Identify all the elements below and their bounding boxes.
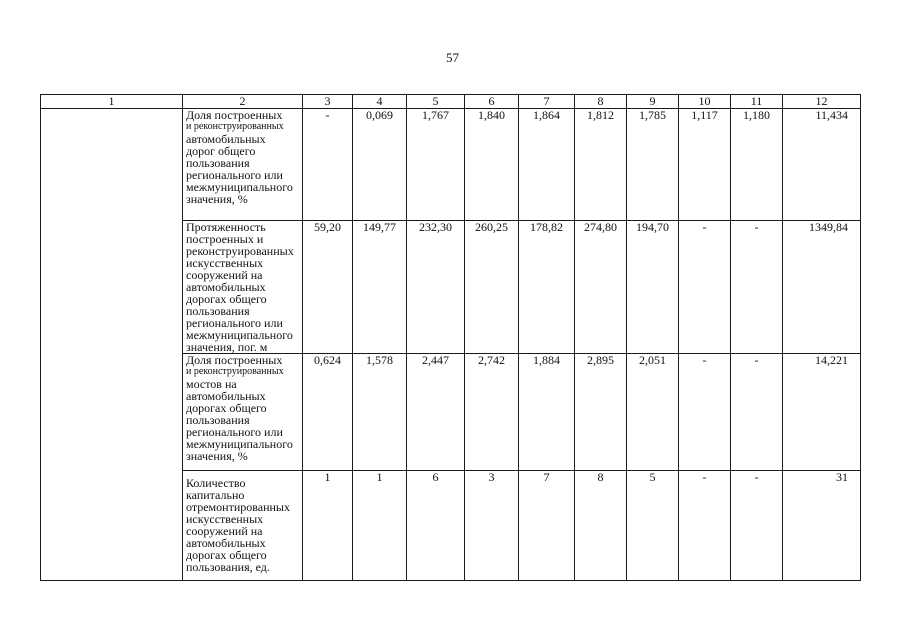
value-cell: - [731, 354, 783, 471]
value-cell: 14,221 [783, 354, 861, 471]
empty-first-column-cell [41, 109, 183, 581]
desc-line: межмуниципального [186, 437, 293, 451]
desc-line: мостов на [186, 377, 237, 391]
desc-line: Доля построенных [186, 353, 283, 367]
indicator-table [40, 94, 861, 581]
value-cell: 149,77 [353, 221, 407, 354]
value-cell: 1,785 [627, 109, 679, 221]
desc-line: реконструированных [186, 244, 294, 258]
desc-line: автомобильных [186, 132, 266, 146]
desc-line: регионального или [186, 425, 283, 439]
value-cell: 2,742 [465, 354, 519, 471]
desc-line: Протяженность [186, 220, 266, 234]
value-cell: - [303, 109, 353, 221]
value-cell: 1 [303, 471, 353, 581]
value-cell: 1,180 [731, 109, 783, 221]
desc-line: сооружений на [186, 524, 263, 538]
desc-line: регионального или [186, 316, 283, 330]
value-cell: 274,80 [575, 221, 627, 354]
value-cell: 194,70 [627, 221, 679, 354]
header-cell: 6 [465, 95, 519, 109]
row-description [183, 354, 303, 471]
value-cell: 2,051 [627, 354, 679, 471]
value-cell: 1 [353, 471, 407, 581]
header-cell: 12 [783, 95, 861, 109]
desc-line: искусственных [186, 256, 264, 270]
value-cell: 1,812 [575, 109, 627, 221]
desc-line: автомобильных [186, 389, 266, 403]
header-cell: 7 [519, 95, 575, 109]
value-cell: 2,447 [407, 354, 465, 471]
value-cell: - [731, 221, 783, 354]
desc-line: пользования [186, 413, 250, 427]
desc-line: сооружений на [186, 268, 263, 282]
header-cell: 5 [407, 95, 465, 109]
desc-line: автомобильных [186, 280, 266, 294]
desc-line: значения, % [186, 192, 248, 206]
desc-line: пользования, ед. [186, 560, 270, 574]
value-cell: 8 [575, 471, 627, 581]
value-cell: 6 [407, 471, 465, 581]
desc-line: межмуниципального [186, 328, 293, 342]
value-cell: - [679, 471, 731, 581]
desc-line: дорогах общего [186, 548, 267, 562]
value-cell: 11,434 [783, 109, 861, 221]
desc-line: Доля построенных [186, 108, 283, 122]
value-cell: 2,895 [575, 354, 627, 471]
desc-line: и реконструированных [186, 121, 284, 132]
value-cell: - [731, 471, 783, 581]
desc-line: капитально [186, 488, 245, 502]
value-cell: 0,069 [353, 109, 407, 221]
value-cell: 232,30 [407, 221, 465, 354]
value-cell: 260,25 [465, 221, 519, 354]
value-cell: 1,578 [353, 354, 407, 471]
value-cell: 1349,84 [783, 221, 861, 354]
table-header-row [41, 95, 861, 109]
value-cell: 1,864 [519, 109, 575, 221]
header-cell: 10 [679, 95, 731, 109]
desc-line: дорогах общего [186, 292, 267, 306]
header-cell: 1 [41, 95, 183, 109]
value-cell: 31 [783, 471, 861, 581]
value-cell: 3 [465, 471, 519, 581]
desc-line: значения, пог. м [186, 340, 268, 354]
header-cell: 2 [183, 95, 303, 109]
table-row [41, 109, 861, 221]
desc-line: автомобильных [186, 536, 266, 550]
desc-line: межмуниципального [186, 180, 293, 194]
value-cell: - [679, 354, 731, 471]
row-description [183, 109, 303, 221]
value-cell: 178,82 [519, 221, 575, 354]
value-cell: 1,884 [519, 354, 575, 471]
value-cell: 59,20 [303, 221, 353, 354]
desc-line: дорог общего [186, 144, 256, 158]
desc-line: регионального или [186, 168, 283, 182]
header-cell: 8 [575, 95, 627, 109]
desc-line: и реконструированных [186, 366, 284, 377]
value-cell: 1,117 [679, 109, 731, 221]
desc-line: отремонтированных [186, 500, 290, 514]
desc-line: значения, % [186, 449, 248, 463]
row-description [183, 221, 303, 354]
desc-line: пользования [186, 304, 250, 318]
desc-line: построенных и [186, 232, 264, 246]
value-cell: 5 [627, 471, 679, 581]
header-cell: 11 [731, 95, 783, 109]
value-cell: 1,840 [465, 109, 519, 221]
desc-line: Количество [186, 476, 246, 490]
value-cell: - [679, 221, 731, 354]
desc-line: искусственных [186, 512, 264, 526]
header-cell: 9 [627, 95, 679, 109]
header-cell: 3 [303, 95, 353, 109]
desc-line: пользования [186, 156, 250, 170]
row-description [183, 471, 303, 581]
page-number: 57 [446, 50, 459, 65]
header-cell: 4 [353, 95, 407, 109]
value-cell: 7 [519, 471, 575, 581]
value-cell: 1,767 [407, 109, 465, 221]
desc-line: дорогах общего [186, 401, 267, 415]
value-cell: 0,624 [303, 354, 353, 471]
